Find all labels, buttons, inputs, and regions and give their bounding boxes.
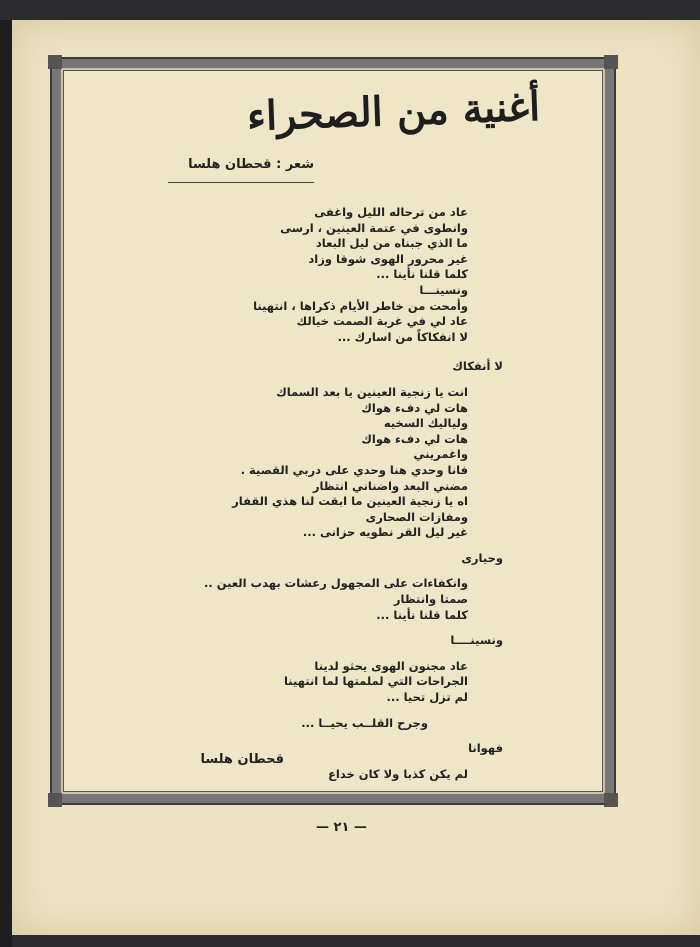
author-signature: قحطان هلسا bbox=[200, 752, 284, 767]
poem-title: أغنية من الصحراء bbox=[246, 82, 541, 141]
poem-refrain: وحيارى bbox=[461, 550, 503, 565]
poem-line: لم تزل تحيا ... bbox=[386, 690, 468, 705]
poem-line: وانكفاءات على المجهول رعشات بهدب العين .. bbox=[203, 576, 468, 591]
poem-line: ونسينـــا bbox=[419, 282, 468, 297]
poem-line: وأمحت من خاطر الأيام ذكراها ، انتهينا bbox=[253, 298, 468, 313]
poem-line: هات لي دفء هواك bbox=[361, 400, 468, 415]
poem-refrain: وجرح القلــب يحيــا ... bbox=[301, 715, 428, 730]
poem-line: ولياليك السخيه bbox=[383, 416, 468, 431]
poem-refrain: لا أنفكاك bbox=[452, 359, 503, 374]
poem-refrain: فهوانا bbox=[468, 741, 503, 756]
poem-line: هات لي دفء هواك bbox=[361, 431, 468, 446]
byline-underline bbox=[168, 182, 314, 183]
frame-corner bbox=[48, 793, 62, 807]
poem-line: وانطوى في عتمة العينين ، ارسى bbox=[280, 220, 468, 235]
poem-line: الجراحات التي لملمتها لما انتهينا bbox=[283, 674, 468, 689]
poem-line: لا انفكاكاً من اسارك ... bbox=[337, 329, 468, 344]
poem-line: مضني البعد واضناني انتظار bbox=[312, 478, 468, 493]
poem-line: كلما قلنا نأينا ... bbox=[376, 267, 468, 282]
page-edge-shadow bbox=[0, 20, 12, 947]
poem-line: عاد من ترحاله الليل واغفى bbox=[314, 205, 468, 219]
poem-body bbox=[148, 205, 503, 782]
poem-line: غير محرور الهوى شوقا وزاد bbox=[308, 251, 468, 266]
poem-line: لم يكن كذبا ولا كان خداع bbox=[328, 766, 468, 781]
poem-byline: شعر : قحطان هلسا bbox=[188, 157, 314, 172]
poem-line: صمتا وانتظار bbox=[393, 592, 468, 607]
poem-line: انت يا زنجية العينين يا بعد السماك bbox=[276, 384, 468, 399]
frame-corner bbox=[604, 793, 618, 807]
poem-line: عاد لي في غربة الصمت خيالك bbox=[296, 314, 468, 329]
frame-corner bbox=[48, 55, 62, 69]
poem-line: غير ليل القر نطويه حزانى ... bbox=[302, 525, 468, 540]
poem-line: اه يا زنجية العينين ما ابقت لنا هذي القفار bbox=[232, 494, 468, 509]
poem-line: ومفازات الصحارى bbox=[365, 509, 468, 524]
poem-line: واغمريني bbox=[413, 447, 468, 462]
poem-line: فانا وحدي هنا وحدي على دربي القصية . bbox=[240, 462, 468, 477]
frame-corner bbox=[604, 55, 618, 69]
poem-line: ما الذي جبناه من ليل البعاد bbox=[315, 236, 468, 251]
poem-refrain: ونسينــــا bbox=[450, 633, 503, 648]
poem-line: كلما قلنا نأينا ... bbox=[376, 607, 468, 622]
page-number: — ٢١ — bbox=[316, 820, 367, 835]
poem-line: عاد مجنون الهوى يحثو لدينا bbox=[314, 658, 468, 673]
